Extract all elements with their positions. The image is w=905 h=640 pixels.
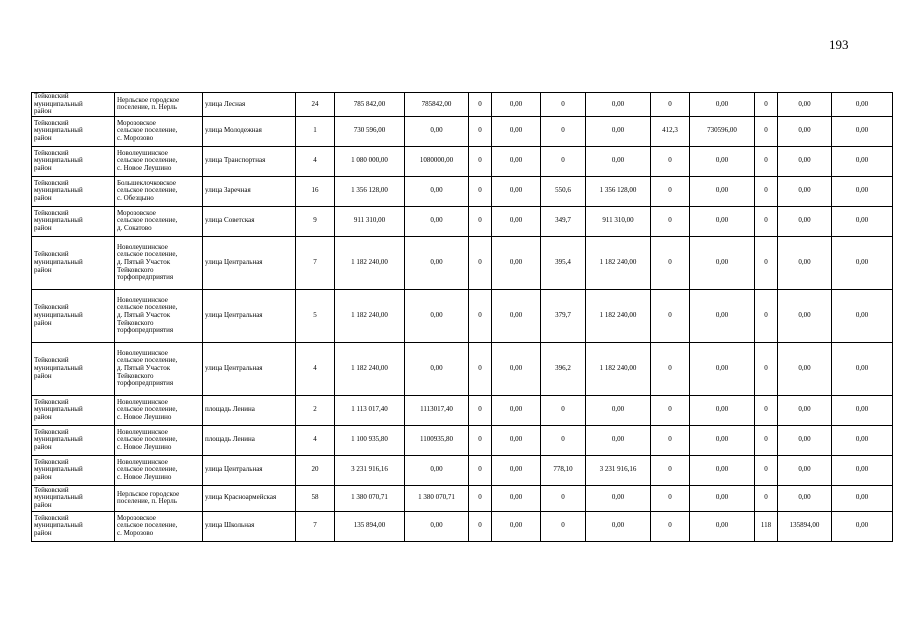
area-col-9-cell: 0 [541, 116, 586, 146]
area-col-11-cell: 0 [651, 236, 690, 289]
cost-col-6-cell: 1113017,40 [405, 395, 469, 425]
house-number-cell: 4 [296, 425, 335, 455]
area-col-11-cell: 0 [651, 395, 690, 425]
value-col-8-cell: 0,00 [492, 236, 541, 289]
area-col-11-cell: 412,3 [651, 116, 690, 146]
cost-col-10-cell: 1 356 128,00 [586, 176, 651, 206]
table-row [32, 342, 893, 395]
street-cell: улица Центральная [203, 342, 296, 395]
settlement-cell: Морозовское сельское поселение, с. Морозово [115, 511, 203, 541]
area-col-9-cell: 396,2 [541, 342, 586, 395]
cost-col-10-cell: 0,00 [586, 511, 651, 541]
street-cell: улица Молодежная [203, 116, 296, 146]
cost-col-6-cell: 0,00 [405, 236, 469, 289]
cost-col-10-cell: 911 310,00 [586, 206, 651, 236]
cost-col-12-cell: 0,00 [690, 93, 755, 117]
area-col-13-cell: 0 [755, 176, 778, 206]
cost-col-14-cell: 135894,00 [778, 511, 832, 541]
cost-col-15-cell: 0,00 [832, 146, 893, 176]
total-cost-cell: 1 080 000,00 [335, 146, 405, 176]
settlement-cell: Нерльское городское поселение, п. Нерль [115, 93, 203, 117]
cost-col-12-cell: 0,00 [690, 342, 755, 395]
area-col-13-cell: 0 [755, 425, 778, 455]
house-number-cell: 7 [296, 511, 335, 541]
area-col-9-cell: 379,7 [541, 289, 586, 342]
cost-col-15-cell: 0,00 [832, 485, 893, 511]
cost-col-14-cell: 0,00 [778, 395, 832, 425]
area-col-9-cell: 0 [541, 395, 586, 425]
house-number-cell: 24 [296, 93, 335, 117]
settlement-cell: Большеклочковское сельское поселение, с. Обезцыно [115, 176, 203, 206]
total-cost-cell: 1 100 935,80 [335, 425, 405, 455]
area-col-11-cell: 0 [651, 146, 690, 176]
value-col-7-cell: 0 [469, 455, 492, 485]
settlement-cell: Новолеушинское сельское поселение, с. Новое Леушино [115, 395, 203, 425]
total-cost-cell: 1 380 070,71 [335, 485, 405, 511]
cost-col-14-cell: 0,00 [778, 206, 832, 236]
cost-col-6-cell: 0,00 [405, 116, 469, 146]
area-col-13-cell: 0 [755, 485, 778, 511]
cost-col-15-cell: 0,00 [832, 236, 893, 289]
street-cell: улица Школьная [203, 511, 296, 541]
cost-col-6-cell: 0,00 [405, 206, 469, 236]
street-cell: улица Центральная [203, 236, 296, 289]
table-row [32, 116, 893, 146]
value-col-8-cell: 0,00 [492, 342, 541, 395]
cost-col-10-cell: 0,00 [586, 485, 651, 511]
cost-col-15-cell: 0,00 [832, 425, 893, 455]
cost-col-6-cell: 1080000,00 [405, 146, 469, 176]
house-number-cell: 9 [296, 206, 335, 236]
district-cell: Тейковский муниципальный район [32, 116, 115, 146]
cost-col-14-cell: 0,00 [778, 342, 832, 395]
cost-col-14-cell: 0,00 [778, 455, 832, 485]
house-number-cell: 4 [296, 146, 335, 176]
value-col-7-cell: 0 [469, 342, 492, 395]
value-col-7-cell: 0 [469, 236, 492, 289]
cost-col-6-cell: 0,00 [405, 342, 469, 395]
settlement-cell: Нерльское городское поселение, п. Нерль [115, 485, 203, 511]
settlement-cell: Морозовское сельское поселение, д. Сокатово [115, 206, 203, 236]
house-number-cell: 7 [296, 236, 335, 289]
street-cell: улица Заречная [203, 176, 296, 206]
house-number-cell: 20 [296, 455, 335, 485]
area-col-9-cell: 0 [541, 146, 586, 176]
cost-col-6-cell: 0,00 [405, 455, 469, 485]
house-number-cell: 16 [296, 176, 335, 206]
cost-col-6-cell: 0,00 [405, 289, 469, 342]
cost-col-14-cell: 0,00 [778, 289, 832, 342]
street-cell: улица Транспортная [203, 146, 296, 176]
total-cost-cell: 730 596,00 [335, 116, 405, 146]
table-row [32, 395, 893, 425]
cost-col-15-cell: 0,00 [832, 93, 893, 117]
cost-col-6-cell: 1100935,80 [405, 425, 469, 455]
cost-col-6-cell: 785842,00 [405, 93, 469, 117]
total-cost-cell: 785 842,00 [335, 93, 405, 117]
area-col-13-cell: 0 [755, 116, 778, 146]
value-col-8-cell: 0,00 [492, 116, 541, 146]
street-cell: площадь Ленина [203, 395, 296, 425]
value-col-8-cell: 0,00 [492, 289, 541, 342]
value-col-8-cell: 0,00 [492, 511, 541, 541]
cost-col-15-cell: 0,00 [832, 511, 893, 541]
cost-col-15-cell: 0,00 [832, 206, 893, 236]
cost-col-12-cell: 730596,00 [690, 116, 755, 146]
house-number-cell: 2 [296, 395, 335, 425]
table-row [32, 511, 893, 541]
cost-col-10-cell: 0,00 [586, 395, 651, 425]
cost-col-14-cell: 0,00 [778, 116, 832, 146]
table-row [32, 455, 893, 485]
area-col-13-cell: 0 [755, 455, 778, 485]
district-cell: Тейковский муниципальный район [32, 395, 115, 425]
cost-col-10-cell: 0,00 [586, 116, 651, 146]
total-cost-cell: 911 310,00 [335, 206, 405, 236]
page-number: 193 [829, 37, 849, 52]
cost-col-10-cell: 3 231 916,16 [586, 455, 651, 485]
value-col-7-cell: 0 [469, 93, 492, 117]
area-col-9-cell: 0 [541, 485, 586, 511]
street-cell: улица Красноармейская [203, 485, 296, 511]
area-col-13-cell: 0 [755, 236, 778, 289]
housing-repair-table [31, 92, 893, 542]
house-number-cell: 58 [296, 485, 335, 511]
area-col-13-cell: 118 [755, 511, 778, 541]
district-cell: Тейковский муниципальный район [32, 289, 115, 342]
settlement-cell: Новолеушинское сельское поселение, с. Новое Леушино [115, 425, 203, 455]
cost-col-6-cell: 0,00 [405, 176, 469, 206]
table-row [32, 425, 893, 455]
district-cell: Тейковский муниципальный район [32, 176, 115, 206]
table-row [32, 236, 893, 289]
cost-col-14-cell: 0,00 [778, 236, 832, 289]
value-col-8-cell: 0,00 [492, 206, 541, 236]
area-col-9-cell: 550,6 [541, 176, 586, 206]
area-col-9-cell: 0 [541, 93, 586, 117]
table-row [32, 146, 893, 176]
cost-col-15-cell: 0,00 [832, 395, 893, 425]
cost-col-14-cell: 0,00 [778, 176, 832, 206]
street-cell: улица Центральная [203, 289, 296, 342]
total-cost-cell: 1 182 240,00 [335, 236, 405, 289]
cost-col-12-cell: 0,00 [690, 455, 755, 485]
street-cell: улица Лесная [203, 93, 296, 117]
area-col-11-cell: 0 [651, 485, 690, 511]
area-col-11-cell: 0 [651, 425, 690, 455]
street-cell: площадь Ленина [203, 425, 296, 455]
district-cell: Тейковский муниципальный район [32, 342, 115, 395]
table-row [32, 176, 893, 206]
cost-col-15-cell: 0,00 [832, 455, 893, 485]
value-col-8-cell: 0,00 [492, 93, 541, 117]
value-col-7-cell: 0 [469, 176, 492, 206]
area-col-9-cell: 778,10 [541, 455, 586, 485]
cost-col-12-cell: 0,00 [690, 146, 755, 176]
area-col-11-cell: 0 [651, 93, 690, 117]
area-col-13-cell: 0 [755, 395, 778, 425]
area-col-11-cell: 0 [651, 289, 690, 342]
table-row [32, 485, 893, 511]
cost-col-15-cell: 0,00 [832, 289, 893, 342]
total-cost-cell: 1 356 128,00 [335, 176, 405, 206]
value-col-7-cell: 0 [469, 116, 492, 146]
cost-col-10-cell: 0,00 [586, 93, 651, 117]
house-number-cell: 1 [296, 116, 335, 146]
value-col-8-cell: 0,00 [492, 395, 541, 425]
total-cost-cell: 1 113 017,40 [335, 395, 405, 425]
district-cell: Тейковский муниципальный район [32, 425, 115, 455]
settlement-cell: Новолеушинское сельское поселение, д. Пятый Участок Тейковского торфопредприятия [115, 342, 203, 395]
cost-col-10-cell: 0,00 [586, 425, 651, 455]
cost-col-12-cell: 0,00 [690, 485, 755, 511]
cost-col-12-cell: 0,00 [690, 395, 755, 425]
value-col-7-cell: 0 [469, 289, 492, 342]
cost-col-12-cell: 0,00 [690, 289, 755, 342]
area-col-13-cell: 0 [755, 93, 778, 117]
cost-col-14-cell: 0,00 [778, 93, 832, 117]
cost-col-14-cell: 0,00 [778, 146, 832, 176]
cost-col-14-cell: 0,00 [778, 425, 832, 455]
value-col-8-cell: 0,00 [492, 176, 541, 206]
area-col-11-cell: 0 [651, 342, 690, 395]
area-col-13-cell: 0 [755, 146, 778, 176]
value-col-8-cell: 0,00 [492, 425, 541, 455]
area-col-9-cell: 349,7 [541, 206, 586, 236]
area-col-9-cell: 395,4 [541, 236, 586, 289]
house-number-cell: 5 [296, 289, 335, 342]
area-col-9-cell: 0 [541, 511, 586, 541]
value-col-7-cell: 0 [469, 206, 492, 236]
total-cost-cell: 1 182 240,00 [335, 289, 405, 342]
cost-col-12-cell: 0,00 [690, 425, 755, 455]
value-col-7-cell: 0 [469, 395, 492, 425]
value-col-8-cell: 0,00 [492, 485, 541, 511]
value-col-7-cell: 0 [469, 425, 492, 455]
cost-col-15-cell: 0,00 [832, 116, 893, 146]
cost-col-6-cell: 0,00 [405, 511, 469, 541]
area-col-11-cell: 0 [651, 455, 690, 485]
house-number-cell: 4 [296, 342, 335, 395]
cost-col-14-cell: 0,00 [778, 485, 832, 511]
table-row [32, 206, 893, 236]
area-col-11-cell: 0 [651, 206, 690, 236]
cost-col-10-cell: 0,00 [586, 146, 651, 176]
cost-col-10-cell: 1 182 240,00 [586, 342, 651, 395]
district-cell: Тейковский муниципальный район [32, 485, 115, 511]
street-cell: улица Советская [203, 206, 296, 236]
cost-col-15-cell: 0,00 [832, 342, 893, 395]
cost-col-10-cell: 1 182 240,00 [586, 289, 651, 342]
cost-col-12-cell: 0,00 [690, 511, 755, 541]
cost-col-6-cell: 1 380 070,71 [405, 485, 469, 511]
value-col-7-cell: 0 [469, 485, 492, 511]
cost-col-15-cell: 0,00 [832, 176, 893, 206]
district-cell: Тейковский муниципальный район [32, 93, 115, 117]
area-col-13-cell: 0 [755, 342, 778, 395]
value-col-7-cell: 0 [469, 146, 492, 176]
value-col-8-cell: 0,00 [492, 455, 541, 485]
value-col-8-cell: 0,00 [492, 146, 541, 176]
settlement-cell: Новолеушинское сельское поселение, д. Пятый Участок Тейковского торфопредприятия [115, 289, 203, 342]
cost-col-12-cell: 0,00 [690, 176, 755, 206]
cost-col-12-cell: 0,00 [690, 206, 755, 236]
settlement-cell: Новолеушинское сельское поселение, с. Новое Леушино [115, 455, 203, 485]
settlement-cell: Новолеушинское сельское поселение, с. Новое Леушино [115, 146, 203, 176]
cost-col-10-cell: 1 182 240,00 [586, 236, 651, 289]
settlement-cell: Морозовское сельское поселение, с. Морозово [115, 116, 203, 146]
settlement-cell: Новолеушинское сельское поселение, д. Пятый Участок Тейковского торфопредприятия [115, 236, 203, 289]
district-cell: Тейковский муниципальный район [32, 146, 115, 176]
area-col-11-cell: 0 [651, 176, 690, 206]
total-cost-cell: 3 231 916,16 [335, 455, 405, 485]
district-cell: Тейковский муниципальный район [32, 511, 115, 541]
district-cell: Тейковский муниципальный район [32, 236, 115, 289]
value-col-7-cell: 0 [469, 511, 492, 541]
area-col-11-cell: 0 [651, 511, 690, 541]
street-cell: улица Центральная [203, 455, 296, 485]
area-col-13-cell: 0 [755, 206, 778, 236]
table-row [32, 289, 893, 342]
area-col-13-cell: 0 [755, 289, 778, 342]
area-col-9-cell: 0 [541, 425, 586, 455]
district-cell: Тейковский муниципальный район [32, 206, 115, 236]
table-row [32, 93, 893, 117]
district-cell: Тейковский муниципальный район [32, 455, 115, 485]
total-cost-cell: 1 182 240,00 [335, 342, 405, 395]
cost-col-12-cell: 0,00 [690, 236, 755, 289]
total-cost-cell: 135 894,00 [335, 511, 405, 541]
